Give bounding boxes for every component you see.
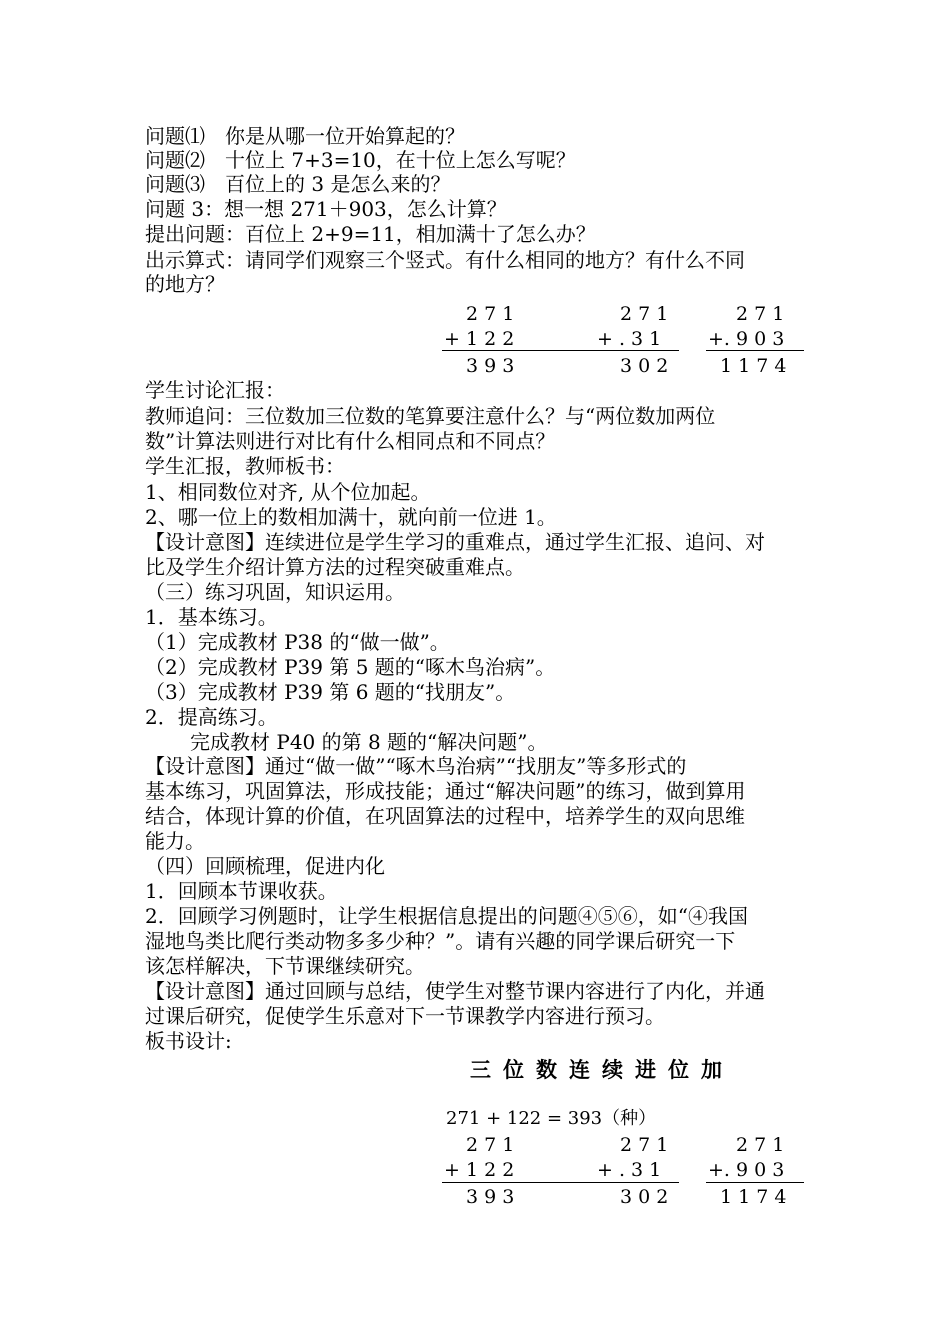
- question-think-line: 问题 3：想一想 271＋903，怎么计算？: [145, 197, 507, 221]
- design-intent-2-line: 【设计意图】通过“做一做”“啄木鸟治病”“找朋友”等多形式的: [145, 754, 687, 778]
- question-1-line: 问题⑴ 你是从哪一位开始算起的？: [145, 124, 465, 148]
- calc2-b-divider: [559, 1182, 679, 1183]
- show-formula-line-cont: 的地方？: [145, 272, 225, 296]
- calc1-a-row1: 2 7 1: [466, 303, 515, 325]
- board-design-label: 板书设计:: [145, 1029, 232, 1053]
- calc2-c-row1: 2 7 1: [736, 1134, 785, 1156]
- calc2-c-row2: +. 9 0 3: [708, 1159, 785, 1181]
- calc2-a-divider: [442, 1182, 559, 1183]
- calc1-c-row1: 2 7 1: [736, 303, 785, 325]
- calc1-a-row3: 3 9 3: [466, 355, 515, 377]
- calc1-c-row2: +. 9 0 3: [708, 328, 785, 350]
- rule-1-line: 1、相同数位对齐, 从个位加起。: [145, 480, 431, 504]
- calc1-c-divider: [706, 350, 804, 351]
- advanced-practice-line: 2．提高练习。: [145, 705, 278, 729]
- calc2-a-row2: + 1 2 2: [444, 1159, 515, 1181]
- calc1-b-row1: 2 7 1: [620, 303, 669, 325]
- review-2-line-2: 湿地鸟类比爬行类动物多多少种？”。请有兴趣的同学课后研究一下: [145, 929, 736, 953]
- section-4-heading: （四）回顾梳理，促进内化: [145, 854, 385, 878]
- practice-item-2: （2）完成教材 P39 第 5 题的“啄木鸟治病”。: [145, 655, 556, 679]
- calc1-c-row3: 1 1 7 4: [720, 355, 787, 377]
- teacher-question-line: 教师追问：三位数加三位数的笔算要注意什么？与“两位数加两位: [145, 404, 716, 428]
- calc1-b-row3: 3 0 2: [620, 355, 669, 377]
- section-3-heading: （三）练习巩固，知识运用。: [145, 580, 405, 604]
- design-intent-3-line: 【设计意图】通过回顾与总结，使学生对整节课内容进行了内化，并通: [145, 979, 765, 1003]
- design-intent-1-line-cont: 比及学生介绍计算方法的过程突破重难点。: [145, 555, 525, 579]
- calc2-b-row3: 3 0 2: [620, 1186, 669, 1208]
- advanced-practice-item: 完成教材 P40 的第 8 题的“解决问题”。: [190, 730, 548, 754]
- calc1-b-divider: [559, 350, 679, 351]
- design-intent-1-line: 【设计意图】连续进位是学生学习的重难点，通过学生汇报、追问、对: [145, 530, 765, 554]
- review-2-line-3: 该怎样解决，下节课继续研究。: [145, 954, 425, 978]
- show-formula-line: 出示算式：请同学们观察三个竖式。有什么相同的地方？有什么不同: [145, 248, 745, 272]
- calc2-b-row2: + . 3 1: [597, 1159, 662, 1181]
- calc2-c-divider: [706, 1182, 804, 1183]
- design-intent-2-line-2: 基本练习，巩固算法，形成技能；通过“解决问题”的练习，做到算用: [145, 779, 746, 803]
- question-3-line: 问题⑶ 百位上的 3 是怎么来的？: [145, 172, 451, 196]
- rule-2-line: 2、哪一位上的数相加满十，就向前一位进 1。: [145, 505, 557, 529]
- teacher-question-line-cont: 数”计算法则进行对比有什么相同点和不同点？: [145, 429, 556, 453]
- raise-question-line: 提出问题：百位上 2+9=11，相加满十了怎么办？: [145, 222, 596, 246]
- practice-item-3: （3）完成教材 P39 第 6 题的“找朋友”。: [145, 680, 516, 704]
- review-1-line: 1．回顾本节课收获。: [145, 879, 338, 903]
- board-title: 三位数连续进位加: [470, 1058, 734, 1082]
- calc1-a-divider: [442, 350, 559, 351]
- calc1-b-row2: + . 3 1: [597, 328, 662, 350]
- review-2-line: 2．回顾学习例题时，让学生根据信息提出的问题④⑤⑥，如“④我国: [145, 904, 748, 928]
- calc2-a-row3: 3 9 3: [466, 1186, 515, 1208]
- basic-practice-line: 1．基本练习。: [145, 605, 278, 629]
- design-intent-2-line-4: 能力。: [145, 829, 205, 853]
- question-2-line: 问题⑵ 十位上 7+3=10，在十位上怎么写呢？: [145, 148, 576, 172]
- calc1-a-row2: + 1 2 2: [444, 328, 515, 350]
- design-intent-2-line-3: 结合，体现计算的价值，在巩固算法的过程中，培养学生的双向思维: [145, 804, 745, 828]
- discussion-line: 学生讨论汇报：: [145, 378, 285, 402]
- report-line: 学生汇报，教师板书：: [145, 454, 345, 478]
- board-equation: 271 + 122 = 393（种）: [446, 1108, 657, 1129]
- design-intent-3-line-cont: 过课后研究，促使学生乐意对下一节课教学内容进行预习。: [145, 1004, 665, 1028]
- calc2-c-row3: 1 1 7 4: [720, 1186, 787, 1208]
- calc2-b-row1: 2 7 1: [620, 1134, 669, 1156]
- calc2-a-row1: 2 7 1: [466, 1134, 515, 1156]
- practice-item-1: （1）完成教材 P38 的“做一做”。: [145, 630, 450, 654]
